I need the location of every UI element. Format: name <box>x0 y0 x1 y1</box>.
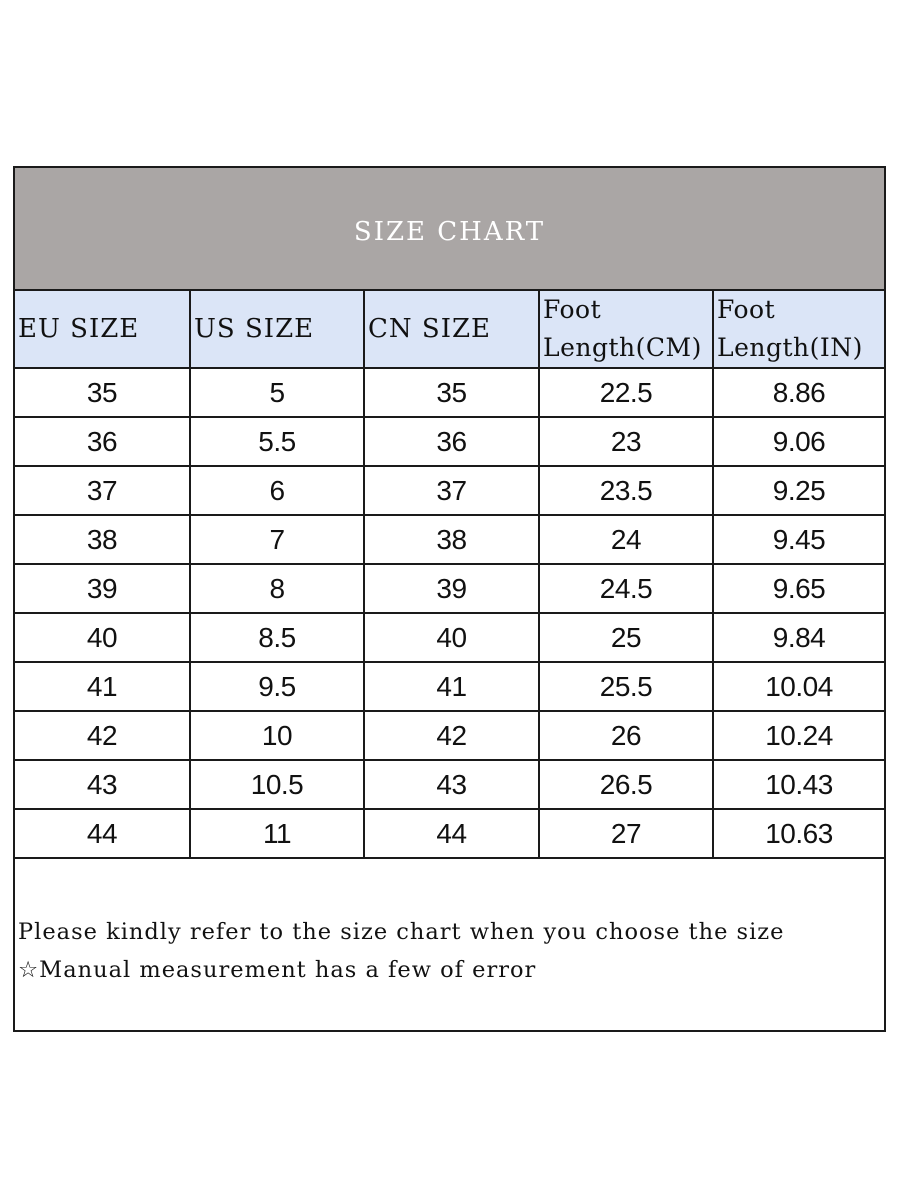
table-cell: 26.5 <box>539 760 713 809</box>
table-cell: 10.5 <box>190 760 364 809</box>
table-cell: 10 <box>190 711 364 760</box>
table-cell: 8.5 <box>190 613 364 662</box>
table-cell: 35 <box>15 368 190 417</box>
table-row <box>15 711 884 760</box>
chart-title: SIZE CHART <box>353 216 546 247</box>
table-cell: 44 <box>364 809 539 858</box>
table-cell: 9.06 <box>713 417 884 466</box>
table-cell: 35 <box>364 368 539 417</box>
header-row <box>15 291 884 368</box>
note-manual-measurement: ☆Manual measurement has a few of error <box>18 957 537 983</box>
table-cell: 38 <box>364 515 539 564</box>
table-cell: 37 <box>364 466 539 515</box>
table-cell: 23.5 <box>539 466 713 515</box>
table-cell: 11 <box>190 809 364 858</box>
table-cell: 10.63 <box>713 809 884 858</box>
table-cell: 38 <box>15 515 190 564</box>
table-cell: 36 <box>364 417 539 466</box>
column-header-us-size: US SIZE <box>190 291 364 368</box>
table-row <box>15 368 884 417</box>
table-cell: 5 <box>190 368 364 417</box>
size-chart <box>13 166 886 1032</box>
table-cell: 24.5 <box>539 564 713 613</box>
table-cell: 42 <box>364 711 539 760</box>
table-cell: 40 <box>15 613 190 662</box>
table-cell: 43 <box>364 760 539 809</box>
table-cell: 26 <box>539 711 713 760</box>
table-row <box>15 613 884 662</box>
table-row <box>15 515 884 564</box>
table-cell: 44 <box>15 809 190 858</box>
title-bar <box>15 168 884 291</box>
table-row <box>15 809 884 858</box>
table-cell: 6 <box>190 466 364 515</box>
table-cell: 36 <box>15 417 190 466</box>
table-cell: 23 <box>539 417 713 466</box>
table-cell: 39 <box>15 564 190 613</box>
table-cell: 8.86 <box>713 368 884 417</box>
note-refer-size-chart: Please kindly refer to the size chart when you choose the size <box>18 919 785 945</box>
table-cell: 9.45 <box>713 515 884 564</box>
table-cell: 10.43 <box>713 760 884 809</box>
table-cell: 7 <box>190 515 364 564</box>
table-cell: 8 <box>190 564 364 613</box>
table-cell: 10.24 <box>713 711 884 760</box>
table-row <box>15 760 884 809</box>
table-cell: 37 <box>15 466 190 515</box>
size-table <box>15 291 884 859</box>
table-row <box>15 564 884 613</box>
table-cell: 9.25 <box>713 466 884 515</box>
table-row <box>15 417 884 466</box>
table-cell: 42 <box>15 711 190 760</box>
table-cell: 22.5 <box>539 368 713 417</box>
table-cell: 25 <box>539 613 713 662</box>
table-cell: 43 <box>15 760 190 809</box>
column-header-foot-length-cm: Foot Length(CM) <box>539 291 713 368</box>
table-cell: 27 <box>539 809 713 858</box>
table-cell: 39 <box>364 564 539 613</box>
table-cell: 9.65 <box>713 564 884 613</box>
table-cell: 41 <box>364 662 539 711</box>
table-cell: 9.84 <box>713 613 884 662</box>
table-cell: 25.5 <box>539 662 713 711</box>
table-cell: 24 <box>539 515 713 564</box>
table-cell: 9.5 <box>190 662 364 711</box>
table-row <box>15 662 884 711</box>
table-cell: 10.04 <box>713 662 884 711</box>
column-header-foot-length-in: Foot Length(IN) <box>713 291 884 368</box>
table-cell: 40 <box>364 613 539 662</box>
table-row <box>15 466 884 515</box>
notes <box>18 913 884 989</box>
table-cell: 41 <box>15 662 190 711</box>
column-header-eu-size: EU SIZE <box>15 291 190 368</box>
table-cell: 5.5 <box>190 417 364 466</box>
column-header-cn-size: CN SIZE <box>364 291 539 368</box>
